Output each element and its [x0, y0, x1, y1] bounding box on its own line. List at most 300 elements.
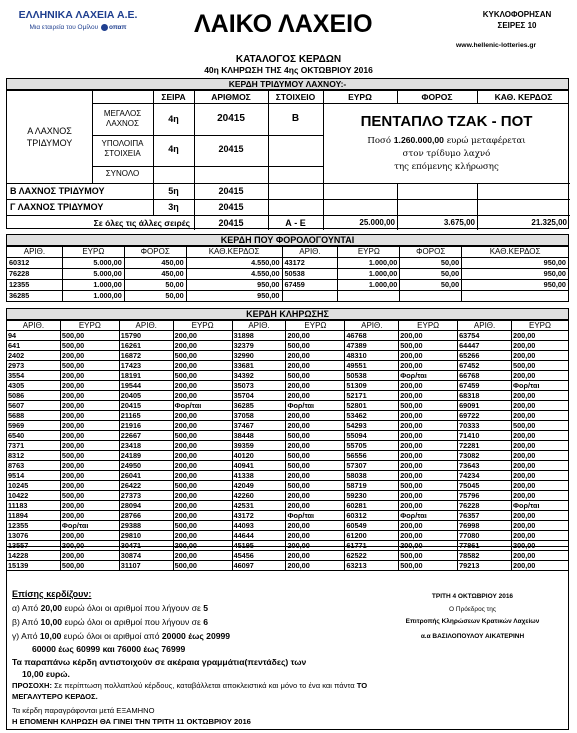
table-cell: 5607	[7, 401, 61, 411]
table-cell: 200,00	[399, 431, 458, 441]
table-cell: 38448	[232, 431, 286, 441]
table-cell: 200,00	[173, 331, 232, 341]
table-cell: 200,00	[173, 391, 232, 401]
table-cell: 200,00	[173, 381, 232, 391]
table-cell: 23418	[119, 441, 173, 451]
big-series: 4η	[168, 114, 179, 124]
table-cell: 200,00	[286, 441, 345, 451]
column-header: ΑΡΙΘ.	[7, 247, 63, 258]
table-cell: 75045	[458, 481, 512, 491]
table-cell: 1.000,00	[338, 280, 400, 291]
table-cell: 200,00	[512, 391, 569, 401]
table-cell: 74234	[458, 471, 512, 481]
table-cell: 5688	[7, 411, 61, 421]
table-cell: 60549	[345, 521, 399, 531]
table-cell: 200,00	[286, 421, 345, 431]
table-cell: 12355	[7, 280, 63, 291]
table-row	[7, 371, 569, 381]
table-cell: 30471	[119, 541, 173, 551]
table-cell: 500,00	[173, 431, 232, 441]
signature-name: α.α ΒΑΣΙΛΟΠΟΥΛΟΥ ΑΙΚΑΤΕΡΙΝΗ	[420, 633, 525, 640]
table-cell: 4.550,00	[186, 258, 282, 269]
table-cell: 3554	[7, 371, 61, 381]
col-series: ΣΕΙΡΑ	[161, 92, 186, 102]
table-cell: 4.550,00	[186, 269, 282, 280]
table-cell	[282, 291, 338, 302]
table-cell: 500,00	[173, 371, 232, 381]
table-cell: 49551	[345, 361, 399, 371]
attention-line2: ΜΕΓΑΛΥΤΕΡΟ ΚΕΡΔΟΣ.	[12, 692, 98, 701]
column-header: ΑΡΙΘ.	[232, 321, 286, 331]
table-cell: 63213	[345, 561, 399, 571]
note-line1: Τα παραπάνω κέρδη αντιστοιχούν σε ακέραια γραμμάτια(πεντάδες) των	[12, 657, 307, 667]
table-cell: 500,00	[60, 561, 119, 571]
c-series: 3η	[168, 202, 179, 212]
table-cell: 8763	[7, 461, 61, 471]
table-cell: 200,00	[286, 411, 345, 421]
table-cell: 33681	[232, 361, 286, 371]
table-cell: Φορ/ται	[512, 381, 569, 391]
website-link[interactable]: www.hellenic-lotteries.gr	[456, 42, 537, 49]
col-euro: ΕΥΡΩ	[348, 92, 372, 102]
company-logo	[14, 9, 142, 43]
table-cell: 60281	[345, 501, 399, 511]
table-cell: 70333	[458, 421, 512, 431]
table-cell: 20405	[119, 391, 173, 401]
table-cell: 200,00	[173, 411, 232, 421]
table-cell: 200,00	[173, 531, 232, 541]
table-cell: 62522	[345, 551, 399, 561]
table-row	[7, 291, 569, 302]
column-header: ΦΟΡΟΣ	[400, 247, 462, 258]
table-cell: 52801	[345, 401, 399, 411]
table-cell: 200,00	[286, 521, 345, 531]
table-cell: 500,00	[399, 341, 458, 351]
table-cell: 69722	[458, 411, 512, 421]
table-cell: 200,00	[173, 441, 232, 451]
extra-b: β) Από 10,00 ευρώ όλοι οι αριθμοί που λήγουν σε 6	[12, 617, 208, 627]
table-cell: 200,00	[60, 531, 119, 541]
table-cell: 200,00	[399, 491, 458, 501]
table-cell: 46097	[232, 561, 286, 571]
table-cell: 500,00	[512, 361, 569, 371]
table-cell: 48310	[345, 351, 399, 361]
table-cell: 13557	[7, 541, 61, 551]
logo-subtitle: Μια εταιρεία του Ομίλου	[29, 24, 99, 32]
table-cell: 200,00	[60, 401, 119, 411]
table-cell: 200,00	[512, 401, 569, 411]
table-row	[7, 341, 569, 351]
table-cell: 67459	[282, 280, 338, 291]
table-cell: 200,00	[60, 371, 119, 381]
table-cell: 200,00	[286, 491, 345, 501]
table-cell: 200,00	[60, 391, 119, 401]
table-cell: 29388	[119, 521, 173, 531]
table-cell: 200,00	[286, 561, 345, 571]
all-net: 21.325,00	[531, 218, 567, 227]
column-header: ΑΡΙΘ.	[119, 321, 173, 331]
table-cell: 200,00	[512, 451, 569, 461]
table-cell: 76228	[7, 269, 63, 280]
table-cell: 59230	[345, 491, 399, 501]
table-cell: 200,00	[286, 381, 345, 391]
table-cell: 9514	[7, 471, 61, 481]
table-row	[7, 391, 569, 401]
all-tax: 3.675,00	[443, 218, 475, 227]
table-cell: 4305	[7, 381, 61, 391]
table-cell: 55705	[345, 441, 399, 451]
table-cell: 200,00	[512, 351, 569, 361]
table-cell: 200,00	[173, 471, 232, 481]
a-label: Α ΛΑΧΝΟΣ ΤΡΙΔΥΜΟΥ	[26, 126, 73, 148]
table-cell	[400, 291, 462, 302]
table-cell: 200,00	[286, 551, 345, 561]
table-cell: 10422	[7, 491, 61, 501]
table-cell: 200,00	[60, 541, 119, 551]
table-cell: 45456	[232, 551, 286, 561]
table-cell: 200,00	[286, 331, 345, 341]
table-cell: 42531	[232, 501, 286, 511]
table-cell: 5969	[7, 421, 61, 431]
table-row	[7, 451, 569, 461]
table-cell: 200,00	[173, 451, 232, 461]
attention-line1: ΠΡΟΣΟΧΗ: Σε περίπτωση πολλαπλού κέρδους, καταβάλλεται αποκλειστικά και μόνο το ένα και πάντα ΤΟ	[12, 681, 368, 690]
table-cell: 200,00	[286, 471, 345, 481]
table-cell: 60312	[7, 258, 63, 269]
table-cell: 500,00	[60, 451, 119, 461]
table-cell: 200,00	[512, 511, 569, 521]
table-row	[7, 258, 569, 269]
catalog-title: ΚΑΤΑΛΟΓΟΣ ΚΕΡΔΩΝ	[235, 54, 342, 65]
table-cell: 200,00	[399, 381, 458, 391]
table-cell: 200,00	[399, 351, 458, 361]
col-net: ΚΑΘ. ΚΕΡΔΟΣ	[494, 92, 553, 102]
table-cell: 32379	[232, 341, 286, 351]
table-cell: 200,00	[60, 441, 119, 451]
table-cell: 11183	[7, 501, 61, 511]
table-cell: 65266	[458, 351, 512, 361]
table-cell: 500,00	[399, 551, 458, 561]
table-cell: 5.000,00	[62, 269, 124, 280]
table-cell: 35704	[232, 391, 286, 401]
table-cell: 19544	[119, 381, 173, 391]
table-cell: 73643	[458, 461, 512, 471]
table-cell: 13076	[7, 531, 61, 541]
table-cell: 11894	[7, 511, 61, 521]
table-cell: 200,00	[60, 421, 119, 431]
table-cell: 200,00	[512, 431, 569, 441]
table-cell: 43172	[232, 511, 286, 521]
table-cell: 60312	[345, 511, 399, 521]
table-cell: 450,00	[124, 258, 186, 269]
table-cell: 75796	[458, 491, 512, 501]
table-cell: 29810	[119, 531, 173, 541]
table-cell: 58719	[345, 481, 399, 491]
table-cell: 76998	[458, 521, 512, 531]
table-cell: 40120	[232, 451, 286, 461]
table-cell: 200,00	[399, 421, 458, 431]
table-row	[7, 481, 569, 491]
table-cell: 56556	[345, 451, 399, 461]
b-series: 5η	[168, 186, 179, 196]
table-cell: 200,00	[173, 421, 232, 431]
table-row	[7, 331, 569, 341]
table-cell: 200,00	[60, 381, 119, 391]
logo-title: ΕΛΛΗΝΙΚΑ ΛΑΧΕΙΑ Α.Ε.	[18, 9, 138, 21]
table-cell: 1.000,00	[338, 269, 400, 280]
extra-c-ranges: 60000 έως 60999 και 76000 έως 76999	[32, 644, 186, 654]
catalog-subtitle: 40η ΚΛΗΡΩΣΗ ΤΗΣ 4ης ΟΚΤΩΒΡΙΟΥ 2016	[204, 65, 373, 75]
table-row	[7, 491, 569, 501]
c-label: Γ ΛΑΧΝΟΣ ΤΡΙΔΥΜΟΥ	[10, 202, 104, 212]
column-header: ΑΡΙΘ.	[282, 247, 338, 258]
table-cell: 500,00	[60, 331, 119, 341]
table-cell: 200,00	[399, 501, 458, 511]
table-cell: 200,00	[399, 451, 458, 461]
table-cell: 26422	[119, 481, 173, 491]
table-cell: 500,00	[399, 401, 458, 411]
table-cell: 200,00	[60, 461, 119, 471]
table-cell: 66768	[458, 371, 512, 381]
table-cell: 200,00	[60, 551, 119, 561]
table-cell: 200,00	[173, 541, 232, 551]
table-cell: 5086	[7, 391, 61, 401]
table-cell: 71410	[458, 431, 512, 441]
table-cell: 14228	[7, 551, 61, 561]
table-cell: 68318	[458, 391, 512, 401]
table-cell: 200,00	[399, 361, 458, 371]
table-row	[7, 280, 569, 291]
extra-a: α) Από 20,00 ευρώ όλοι οι αριθμοί που λήγουν σε 5	[12, 603, 209, 613]
table-cell: 16872	[119, 351, 173, 361]
table-cell: 50,00	[400, 280, 462, 291]
table-cell: 30874	[119, 551, 173, 561]
table-cell: 61200	[345, 531, 399, 541]
table-cell: 50,00	[400, 269, 462, 280]
table-row	[7, 521, 569, 531]
table-cell: 950,00	[462, 258, 569, 269]
table-cell: 500,00	[286, 451, 345, 461]
b-label: Β ΛΑΧΝΟΣ ΤΡΙΔΥΜΟΥ	[10, 186, 105, 196]
table-cell: 20415	[119, 401, 173, 411]
table-cell: 200,00	[286, 391, 345, 401]
table-cell: 42260	[232, 491, 286, 501]
table-cell: 15139	[7, 561, 61, 571]
table-header-row	[7, 247, 569, 258]
table-cell: 200,00	[60, 351, 119, 361]
table-cell: 54293	[345, 421, 399, 431]
table-cell: 200,00	[286, 531, 345, 541]
signature-org: Επιτροπής Κληρώσεων Κρατικών Λαχείων	[405, 618, 540, 625]
big-label: ΜΕΓΑΛΟΣ ΛΑΧΝΟΣ	[103, 109, 142, 128]
table-cell: 200,00	[173, 491, 232, 501]
table-cell: 200,00	[512, 341, 569, 351]
table-cell: 500,00	[286, 481, 345, 491]
table-cell: 47389	[345, 341, 399, 351]
table-cell: 200,00	[60, 511, 119, 521]
table-cell: 2973	[7, 361, 61, 371]
table-cell: 51309	[345, 381, 399, 391]
expire-note: Τα κέρδη παραγράφονται μετά ΕΞΑΜΗΝΟ	[12, 706, 155, 715]
table-cell: 57307	[345, 461, 399, 471]
rest-series: 4η	[168, 144, 179, 154]
table-cell: 200,00	[60, 501, 119, 511]
table-cell: 500,00	[60, 361, 119, 371]
table-cell: 77861	[458, 541, 512, 551]
rest-number: 20415	[218, 144, 244, 154]
table-row	[7, 269, 569, 280]
table-cell: 200,00	[512, 461, 569, 471]
table-cell: 64447	[458, 341, 512, 351]
triple-header: ΚΕΡΔΗ ΤΡΙΔΥΜΟΥ ΛΑΧΝΟΥ:-	[6, 78, 569, 90]
table-cell: 94	[7, 331, 61, 341]
table-cell: 76357	[458, 511, 512, 521]
series-count: ΣΕΙΡΕΣ 10	[497, 21, 537, 30]
table-cell: 500,00	[173, 481, 232, 491]
col-number: ΑΡΙΘΜΟΣ	[211, 92, 251, 102]
table-cell: 21165	[119, 411, 173, 421]
table-cell: 500,00	[286, 341, 345, 351]
table-cell: Φορ/ται	[286, 401, 345, 411]
column-header: ΕΥΡΩ	[399, 321, 458, 331]
table-cell: 500,00	[173, 521, 232, 531]
table-cell: 67452	[458, 361, 512, 371]
table-cell: 500,00	[60, 341, 119, 351]
table-cell: 200,00	[60, 431, 119, 441]
all-label: Σε όλες τις άλλες σειρές	[93, 218, 190, 228]
c-number: 20415	[218, 202, 244, 212]
column-header: ΕΥΡΩ	[286, 321, 345, 331]
table-cell: 500,00	[512, 421, 569, 431]
table-row	[7, 411, 569, 421]
table-row	[7, 431, 569, 441]
table-cell: Φορ/ται	[60, 521, 119, 531]
table-cell: 40941	[232, 461, 286, 471]
table-cell: 200,00	[286, 501, 345, 511]
table-cell: 58038	[345, 471, 399, 481]
table-cell: 32990	[232, 351, 286, 361]
table-cell: 200,00	[173, 361, 232, 371]
col-tax: ΦΟΡΟΣ	[421, 92, 453, 102]
table-cell: 200,00	[60, 411, 119, 421]
table-cell: 52171	[345, 391, 399, 401]
table-cell: 53462	[345, 411, 399, 421]
table-cell: 15790	[119, 331, 173, 341]
table-cell: 79213	[458, 561, 512, 571]
table-cell: 2402	[7, 351, 61, 361]
table-cell: 1.000,00	[62, 291, 124, 302]
table-row	[7, 531, 569, 541]
table-row	[7, 471, 569, 481]
table-cell: 41338	[232, 471, 286, 481]
table-cell: 45195	[232, 541, 286, 551]
table-cell: 31898	[232, 331, 286, 341]
table-cell: Φορ/ται	[286, 511, 345, 521]
table-cell: 31107	[119, 561, 173, 571]
table-cell: 42049	[232, 481, 286, 491]
next-draw: Η ΕΠΟΜΕΝΗ ΚΛΗΡΩΣΗ ΘΑ ΓΙΝΕΙ ΤΗΝ ΤΡΙΤΗ 11 ΟΚΤΩΒΡΙΟΥ 2016	[12, 717, 251, 726]
table-cell: 50,00	[400, 258, 462, 269]
table-row	[7, 401, 569, 411]
table-cell: 500,00	[286, 461, 345, 471]
table-cell: 500,00	[399, 481, 458, 491]
circulation-label: ΚΥΚΛΟΦΟΡΗΣΑΝ	[482, 10, 552, 19]
table-cell: 200,00	[173, 551, 232, 561]
all-number: 20415	[218, 218, 244, 228]
jackpot-title: ΠΕΝΤΑΠΛΟ ΤΖΑΚ - ΠΟΤ	[360, 113, 533, 130]
table-cell: 28766	[119, 511, 173, 521]
table-cell: 500,00	[286, 431, 345, 441]
table-cell: 200,00	[512, 471, 569, 481]
table-row	[7, 361, 569, 371]
table-row	[7, 421, 569, 431]
table-cell: 34392	[232, 371, 286, 381]
table-cell: 43172	[282, 258, 338, 269]
table-cell: 200,00	[512, 331, 569, 341]
column-header: ΑΡΙΘ.	[345, 321, 399, 331]
table-cell: 26041	[119, 471, 173, 481]
table-cell: 1.000,00	[62, 280, 124, 291]
table-cell: 200,00	[399, 441, 458, 451]
table-cell: Φορ/ται	[399, 511, 458, 521]
table-cell: 44644	[232, 531, 286, 541]
triple-table	[6, 90, 569, 229]
table-cell: 950,00	[462, 269, 569, 280]
table-cell: 50,00	[124, 291, 186, 302]
table-cell: 200,00	[512, 561, 569, 571]
table-cell: 200,00	[512, 491, 569, 501]
table-cell: 6540	[7, 431, 61, 441]
table-cell: 55094	[345, 431, 399, 441]
table-cell: 500,00	[399, 561, 458, 571]
table-cell: 200,00	[173, 511, 232, 521]
big-element: Β	[291, 113, 300, 124]
column-header: ΕΥΡΩ	[60, 321, 119, 331]
table-cell: 67459	[458, 381, 512, 391]
table-cell: 500,00	[286, 371, 345, 381]
table-row	[7, 461, 569, 471]
table-cell: 22667	[119, 431, 173, 441]
column-header: ΕΥΡΩ	[62, 247, 124, 258]
column-header: ΕΥΡΩ	[173, 321, 232, 331]
table-header-row	[7, 321, 569, 331]
table-cell: 77080	[458, 531, 512, 541]
total-label: ΣΥΝΟΛΟ	[105, 169, 140, 178]
table-cell: 950,00	[186, 291, 282, 302]
table-cell: 200,00	[60, 481, 119, 491]
table-cell: 69091	[458, 401, 512, 411]
table-cell: 24189	[119, 451, 173, 461]
logo-brand: οπαπ	[108, 24, 127, 32]
col-element: ΣΤΟΙΧΕΙΟ	[275, 92, 316, 102]
column-header: ΚΑΘ.ΚΕΡΔΟΣ	[462, 247, 569, 258]
big-number: 20415	[217, 113, 245, 124]
table-cell: 200,00	[512, 411, 569, 421]
table-cell: 200,00	[512, 541, 569, 551]
table-cell	[338, 291, 400, 302]
table-cell: 35073	[232, 381, 286, 391]
taxed-table	[6, 246, 569, 302]
table-cell: 500,00	[173, 351, 232, 361]
table-cell: 76228	[458, 501, 512, 511]
table-cell: 200,00	[512, 551, 569, 561]
table-cell: 28094	[119, 501, 173, 511]
column-header: ΦΟΡΟΣ	[124, 247, 186, 258]
table-row	[7, 351, 569, 361]
table-cell: 27373	[119, 491, 173, 501]
all-euro: 25.000,00	[359, 218, 395, 227]
jackpot-message: Ποσό 1.260.000,00 ευρώ μεταφέρεται στον τρίδυμο λαχνό της επόμενης κλήρωσης	[367, 135, 526, 172]
